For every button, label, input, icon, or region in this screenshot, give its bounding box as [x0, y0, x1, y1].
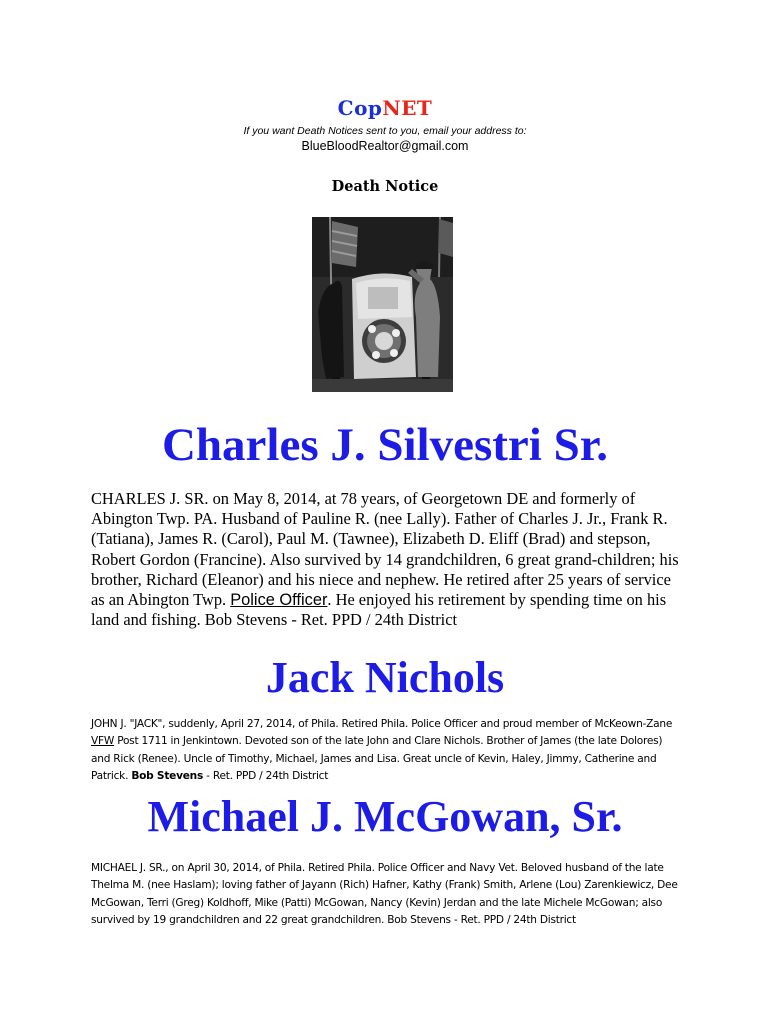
- contact-email[interactable]: BlueBloodRealtor@gmail.com: [301, 139, 469, 153]
- notice-text-part: . He enjoyed his retirement by spending time on his land and fishing. Bob Stevens - Ret. PPD / 24th District: [91, 590, 667, 630]
- notice-text-part: - Ret. PPD / 24th District: [203, 770, 329, 783]
- memorial-photo: [312, 217, 453, 392]
- notice-name-charles-silvestri: Charles J. Silvestri Sr.: [161, 419, 609, 471]
- notice-text-part: CHARLES J. SR. on May 8, 2014, at 78 years, of Georgetown DE and formerly of Abington Twp. PA. Husband of Pauline R. (nee Lally). Father of Charles J. Jr., Frank R. (Tatiana), James R. (Carol), Paul M. (Tawnee), Elizabeth D. Eliff (Brad) and stepson, Robert Gordon (Francine). Also survived by 14 grandchildren, 6 great grand-children; his brother, Richard (Eleanor) and his niece and nephew. He retired after 25 years of service as an Abington Twp.: [91, 489, 679, 610]
- copnet-logo: [0, 96, 770, 120]
- notice-name-michael-mcgowan: Michael J. McGowan, Sr.: [147, 792, 623, 841]
- signer-name: Bob Stevens: [131, 770, 204, 783]
- logo-net-text: NET: [382, 96, 433, 120]
- notice-name-jack-nichols: Jack Nichols: [265, 653, 505, 702]
- police-officer-link[interactable]: Police Officer: [230, 591, 328, 610]
- notice-text-part: JOHN J. "JACK", suddenly, April 27, 2014, of Phila. Retired Phila. Police Officer and proud member of McKeown-Zane: [91, 718, 673, 730]
- subscription-notice: If you want Death Notices sent to you, email your address to:: [243, 125, 527, 137]
- notice-text-part: Post 1711 in Jenkintown. Devoted son of the late John and Clare Nichols. Brother of James (the late Dolores) and Rick (Renee). Uncle of Timothy, Michael, James and Lisa. Great uncle of Kevin, Haley, Jimmy, Catherine and Patrick.: [91, 735, 663, 783]
- page-title: Death Notice: [331, 178, 439, 195]
- notice-text-charles-silvestri: [91, 489, 681, 630]
- vfw-link[interactable]: VFW: [91, 735, 115, 748]
- notice-text-michael-mcgowan: MICHAEL J. SR., on April 30, 2014, of Phila. Retired Phila. Police Officer and Navy Vet. Beloved husband of the late Thelma M. (nee Haslam); loving father of Jayann (Rich) Hafner, Kathy (Frank) Smith, Arlene (Lou) Zarenkiewicz, Dee McGowan, Terri (Greg) Koldhoff, Mike (Patti) McGowan, Nancy (Kevin) Jerdan and the late Michele McGowan; also survived by 19 grandchildren and 22 great grandchildren. Bob Stevens - Ret. PPD / 24th District: [91, 862, 678, 927]
- notice-text-jack-nichols: [91, 716, 681, 786]
- logo-cop-text: Cop: [337, 96, 383, 120]
